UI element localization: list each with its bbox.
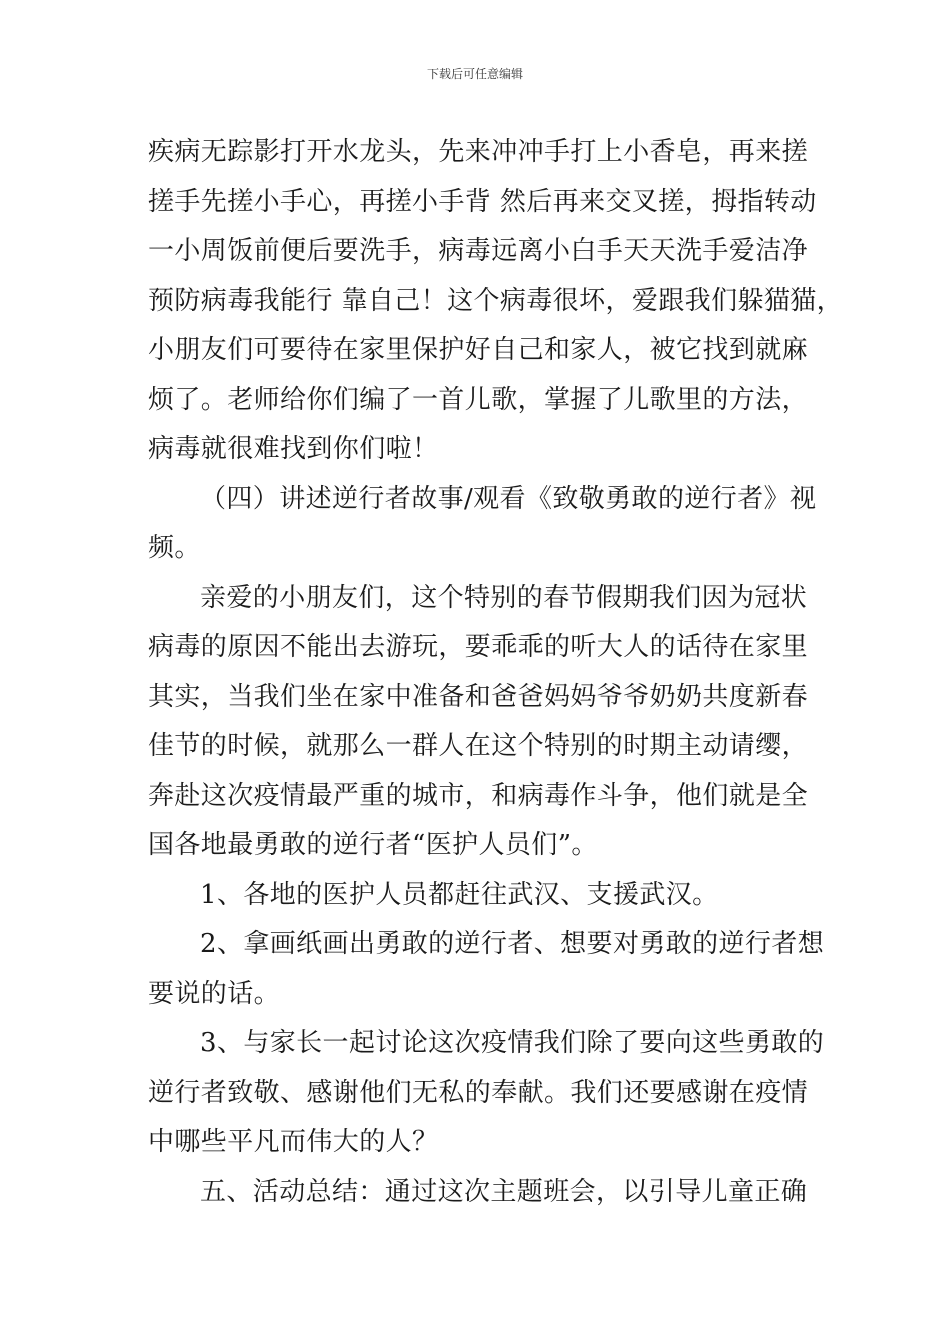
text-line: 佳节的时候，就那么一群人在这个特别的时期主动请缨，	[148, 731, 809, 761]
document-body	[148, 128, 844, 1217]
section-heading-four: （四）讲述逆行者故事/观看《致敬勇敢的逆行者》视	[200, 483, 817, 514]
text-line: 小朋友们可要待在家里保护好自己和家人，被它找到就麻	[148, 335, 809, 365]
text-line: 病毒的原因不能出去游玩，要乖乖的听大人的话待在家里	[148, 632, 809, 662]
text-line: 奔赴这次疫情最严重的城市，和病毒作斗争，他们就是全	[148, 780, 809, 811]
text-line: 烦了。老师给你们编了一首儿歌，掌握了儿歌里的方法，	[148, 384, 809, 415]
text-line: 一小周饭前便后要洗手，病毒远离小白手天天洗手爱洁净	[148, 236, 809, 266]
text-line: 要说的话。	[148, 978, 281, 1009]
text-line: 病毒就很难找到你们啦！	[148, 434, 439, 464]
list-item-3: 3、与家长一起讨论这次疫情我们除了要向这些勇敢的	[200, 1028, 825, 1058]
text-line: 搓手先搓小手心，再搓小手背 然后再来交叉搓，拇指转动	[148, 186, 817, 217]
text-line: 预防病毒我能行 靠自己！这个病毒很坏，爱跟我们躲猫猫，	[148, 285, 844, 316]
section-heading-five: 五、活动总结：通过这次主题班会，以引导儿童正确	[200, 1176, 808, 1207]
list-item-1: 1、各地的医护人员都赶往武汉、支援武汉。	[200, 879, 719, 910]
text-line: 疾病无踪影打开水龙头，先来冲冲手打上小香皂，再来搓	[148, 137, 809, 167]
list-item-2: 2、拿画纸画出勇敢的逆行者、想要对勇敢的逆行者想	[200, 929, 825, 959]
text-line: 频。	[148, 533, 201, 563]
paragraph-start: 亲爱的小朋友们，这个特别的春节假期我们因为冠状	[200, 582, 808, 613]
page-header-note: 下载后可任意编辑	[426, 67, 523, 81]
text-line: 国各地最勇敢的逆行者“医护人员们”。	[148, 830, 598, 860]
text-line: 其实，当我们坐在家中准备和爸爸妈妈爷爷奶奶共度新春	[148, 681, 809, 712]
text-line: 逆行者致敬、感谢他们无私的奉献。我们还要感谢在疫情	[148, 1077, 809, 1108]
text-line: 中哪些平凡而伟大的人？	[148, 1127, 439, 1157]
